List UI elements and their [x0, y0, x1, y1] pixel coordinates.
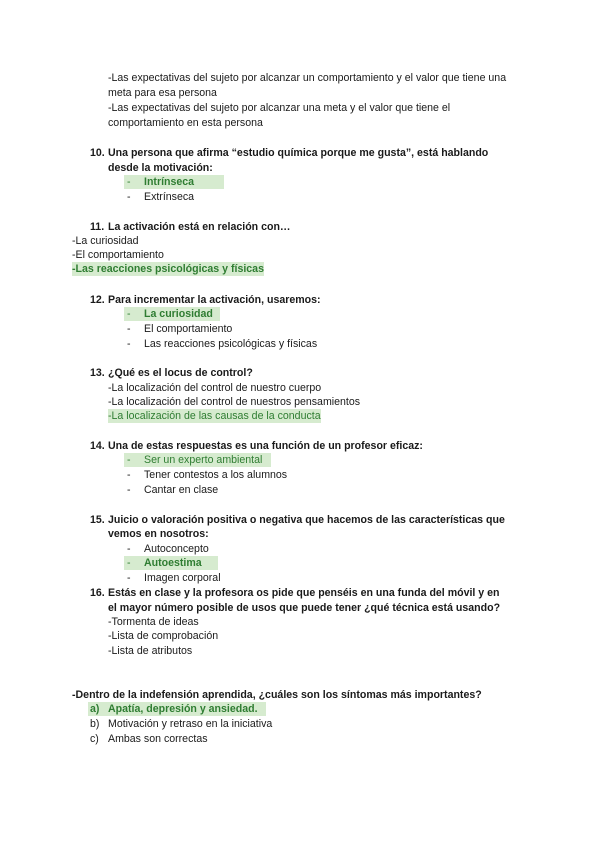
question-11-option: -El comportamiento — [72, 249, 164, 261]
bullet: - — [127, 175, 137, 189]
question-11-number: 11. — [90, 221, 105, 233]
question-14-option: Tener contestos a los alumnos — [144, 469, 288, 481]
question-12-option: El comportamiento — [144, 323, 233, 335]
question-10-option: Extrínseca — [144, 191, 195, 203]
bullet: - — [127, 484, 131, 496]
intro-line-2: meta para esa persona — [108, 87, 217, 99]
question-17-option: Ambas son correctas — [108, 733, 208, 745]
intro-line-1: -Las expectativas del sujeto por alcanzar un comportamiento y el valor que tiene una — [108, 72, 507, 84]
question-17-option-correct: Apatía, depresión y ansiedad. — [108, 703, 258, 715]
question-15-number: 15. — [90, 514, 105, 526]
question-14-text: Una de estas respuestas es una función de un profesor eficaz: — [108, 440, 423, 452]
question-12-number: 12. — [90, 294, 105, 306]
question-13-option: -La localización del control de nuestros pensamientos — [108, 396, 361, 408]
bullet: - — [127, 453, 137, 467]
bullet: - — [127, 469, 131, 481]
question-13-number: 13. — [90, 367, 105, 379]
intro-line-3: -Las expectativas del sujeto por alcanzar una meta y el valor que tiene el — [108, 102, 451, 114]
question-17-text: -Dentro de la indefensión aprendida, ¿cuáles son los síntomas más importantes? — [72, 689, 482, 701]
question-14-option-correct: Ser un experto ambiental — [144, 454, 263, 466]
question-16-line-2: el mayor número posible de usos que puede tener ¿qué técnica está usando? — [108, 602, 501, 614]
question-15-option: Autoconcepto — [144, 543, 209, 555]
bullet: - — [127, 572, 131, 584]
question-17-marker: a) — [90, 702, 106, 716]
question-15-line-1: Juicio o valoración positiva o negativa que hacemos de las características que — [108, 514, 505, 526]
question-16-option: -Lista de comprobación — [108, 630, 219, 642]
bullet: - — [127, 323, 131, 335]
question-10-option-correct: Intrínseca — [144, 176, 195, 188]
question-11-option: -La curiosidad — [72, 235, 139, 247]
question-14-number: 14. — [90, 440, 105, 452]
question-13-text: ¿Qué es el locus de control? — [108, 367, 253, 379]
bullet: - — [127, 338, 131, 350]
question-12-option-correct: La curiosidad — [144, 308, 213, 320]
question-16-option: -Lista de atributos — [108, 645, 193, 657]
question-16-option: -Tormenta de ideas — [108, 616, 199, 628]
question-14-option: Cantar en clase — [144, 484, 219, 496]
question-12-text: Para incrementar la activación, usaremos: — [108, 294, 321, 306]
question-10-line-1: Una persona que afirma “estudio química porque me gusta”, está hablando — [108, 147, 489, 159]
question-15-option: Imagen corporal — [144, 572, 221, 584]
question-12-option: Las reacciones psicológicas y físicas — [144, 338, 318, 350]
question-10-number: 10. — [90, 147, 105, 159]
question-15-option-correct: Autoestima — [144, 557, 202, 569]
bullet: - — [127, 556, 137, 570]
question-15-line-2: vemos en nosotros: — [108, 528, 209, 540]
question-11-text: La activación está en relación con… — [108, 221, 291, 233]
question-17-option: Motivación y retraso en la iniciativa — [108, 718, 273, 730]
question-13-option-correct: -La localización de las causas de la conducta — [108, 410, 321, 422]
question-16-number: 16. — [90, 587, 105, 599]
intro-line-4: comportamiento en esta persona — [108, 117, 263, 129]
question-11-option-correct: -Las reacciones psicológicas y físicas — [72, 263, 264, 275]
bullet: - — [127, 191, 131, 203]
bullet: - — [127, 307, 137, 321]
question-17-marker: b) — [90, 718, 100, 730]
question-10-line-2: desde la motivación: — [108, 162, 213, 174]
question-16-line-1: Estás en clase y la profesora os pide que penséis en una funda del móvil y en — [108, 587, 500, 599]
question-13-option: -La localización del control de nuestro cuerpo — [108, 382, 322, 394]
bullet: - — [127, 543, 131, 555]
question-17-marker: c) — [90, 733, 99, 745]
